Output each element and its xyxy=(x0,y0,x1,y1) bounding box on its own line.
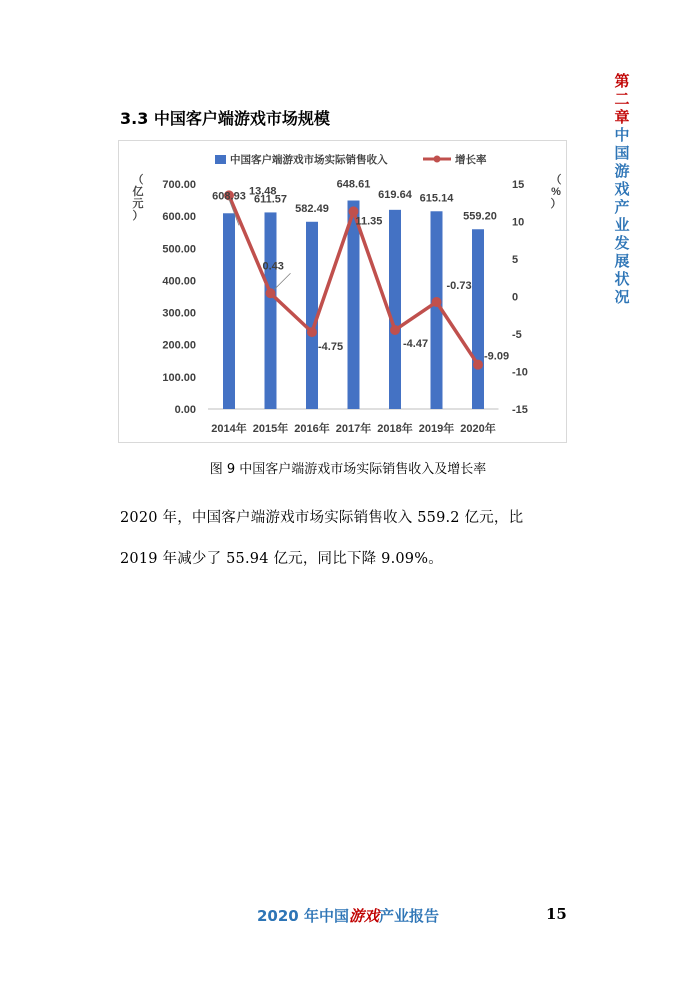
bar-value-label-3: 648.61 xyxy=(336,178,371,191)
chapter-topic-char-0: 中 xyxy=(614,126,630,144)
left-axis-title-char-2: 元 xyxy=(132,198,144,210)
category-label-1: 2015年 xyxy=(252,423,289,435)
growth-rate-point-6 xyxy=(473,360,483,370)
category-label-2: 2016年 xyxy=(294,423,330,435)
right-axis-title-char-1: % xyxy=(551,186,561,198)
growth-label-leader-1 xyxy=(275,273,291,289)
bar-value-label-2: 582.49 xyxy=(295,202,329,215)
chapter-topic-char-9: 况 xyxy=(614,288,630,306)
growth-value-label-3: 11.35 xyxy=(355,215,383,228)
chart-container xyxy=(118,140,567,443)
chapter-topic-char-6: 发 xyxy=(614,234,630,252)
growth-value-label-5: -0.73 xyxy=(446,279,472,292)
bar-value-label-6: 559.20 xyxy=(463,210,497,223)
left-tick-label-5: 500.00 xyxy=(162,243,196,256)
footer-title-emphasis: 游戏 xyxy=(348,907,379,925)
legend-bar-swatch xyxy=(215,155,226,164)
bar-1 xyxy=(265,212,277,409)
bar-6 xyxy=(472,229,484,409)
chapter-topic-char-7: 展 xyxy=(614,252,630,270)
chapter-topic-char-5: 业 xyxy=(614,216,630,234)
bar-3 xyxy=(348,201,360,409)
chapter-topic-char-8: 状 xyxy=(614,270,630,288)
bar-value-label-1: 611.57 xyxy=(253,193,288,206)
right-tick-label-5: 10 xyxy=(512,216,525,229)
left-tick-label-1: 100.00 xyxy=(162,371,196,384)
footer-title-pre: 2020 年中国 xyxy=(256,907,349,925)
paragraph-line-2: 2019 年减少了 55.94 亿元，同比下降 9.09%。 xyxy=(120,551,443,567)
left-axis-title-char-0: （ xyxy=(132,174,144,186)
growth-rate-point-4 xyxy=(390,325,400,335)
chapter-topic-char-1: 国 xyxy=(614,144,630,162)
right-tick-label-3: 0 xyxy=(512,291,519,304)
growth-value-label-6: -9.09 xyxy=(484,350,510,363)
category-label-5: 2019年 xyxy=(418,423,455,435)
growth-rate-point-1 xyxy=(266,288,276,298)
right-tick-label-4: 5 xyxy=(512,254,519,266)
right-tick-label-2: -5 xyxy=(512,329,522,341)
revenue-growth-chart xyxy=(119,141,568,444)
growth-value-label-4: -4.47 xyxy=(403,338,429,351)
bar-value-label-0: 608.93 xyxy=(212,190,246,203)
left-tick-label-2: 200.00 xyxy=(162,339,196,352)
chapter-label xyxy=(611,72,633,126)
footer-report-title xyxy=(0,905,696,926)
chapter-label-char-1: 二 xyxy=(614,90,630,108)
bar-value-label-4: 619.64 xyxy=(378,188,412,201)
left-tick-label-6: 600.00 xyxy=(162,211,196,224)
section-title: 3.3 中国客户端游戏市场规模 xyxy=(120,109,330,128)
right-tick-label-0: -15 xyxy=(512,404,528,416)
right-tick-label-6: 15 xyxy=(512,179,525,191)
figure-caption: 图 9 中国客户端游戏市场实际销售收入及增长率 xyxy=(209,462,487,477)
bar-value-label-5: 615.14 xyxy=(419,192,454,205)
left-tick-label-0: 0.00 xyxy=(174,404,196,416)
left-tick-label-7: 700.00 xyxy=(162,179,196,191)
left-axis-title-char-3: ） xyxy=(132,210,144,222)
category-label-6: 2020年 xyxy=(460,423,496,435)
category-label-3: 2017年 xyxy=(335,423,372,435)
chapter-side-tab xyxy=(611,72,633,306)
chapter-topic-char-2: 游 xyxy=(614,162,630,180)
legend-line-label: 增长率 xyxy=(455,154,487,166)
growth-value-label-1: 0.43 xyxy=(262,260,284,273)
bar-4 xyxy=(389,210,401,409)
chapter-topic-char-4: 产 xyxy=(614,198,630,216)
right-tick-label-1: -10 xyxy=(512,366,528,379)
growth-value-label-2: -4.75 xyxy=(318,341,344,354)
category-label-4: 2018年 xyxy=(377,423,413,435)
right-axis-title-char-0: （ xyxy=(550,174,562,186)
legend-bar-label: 中国客户端游戏市场实际销售收入 xyxy=(230,154,388,166)
left-tick-label-3: 300.00 xyxy=(162,307,196,320)
growth-value-label-0: 13.48 xyxy=(249,185,277,198)
growth-rate-point-2 xyxy=(307,327,317,337)
chapter-label-char-2: 章 xyxy=(614,108,630,126)
category-label-0: 2014年 xyxy=(211,423,247,435)
legend-line-marker xyxy=(434,156,441,163)
chapter-label-char-0: 第 xyxy=(614,72,630,90)
chapter-topic xyxy=(611,126,633,306)
right-axis-title-char-2: ） xyxy=(550,198,562,210)
chapter-topic-char-3: 戏 xyxy=(614,180,630,198)
footer-title-post: 产业报告 xyxy=(378,907,439,925)
left-tick-label-4: 400.00 xyxy=(162,275,196,288)
paragraph-line-1: 2020 年，中国客户端游戏市场实际销售收入 559.2 亿元，比 xyxy=(120,510,524,526)
page-number: 15 xyxy=(546,905,567,923)
bar-0 xyxy=(223,213,235,409)
left-axis-title-char-1: 亿 xyxy=(132,186,144,198)
growth-rate-point-5 xyxy=(432,297,442,307)
